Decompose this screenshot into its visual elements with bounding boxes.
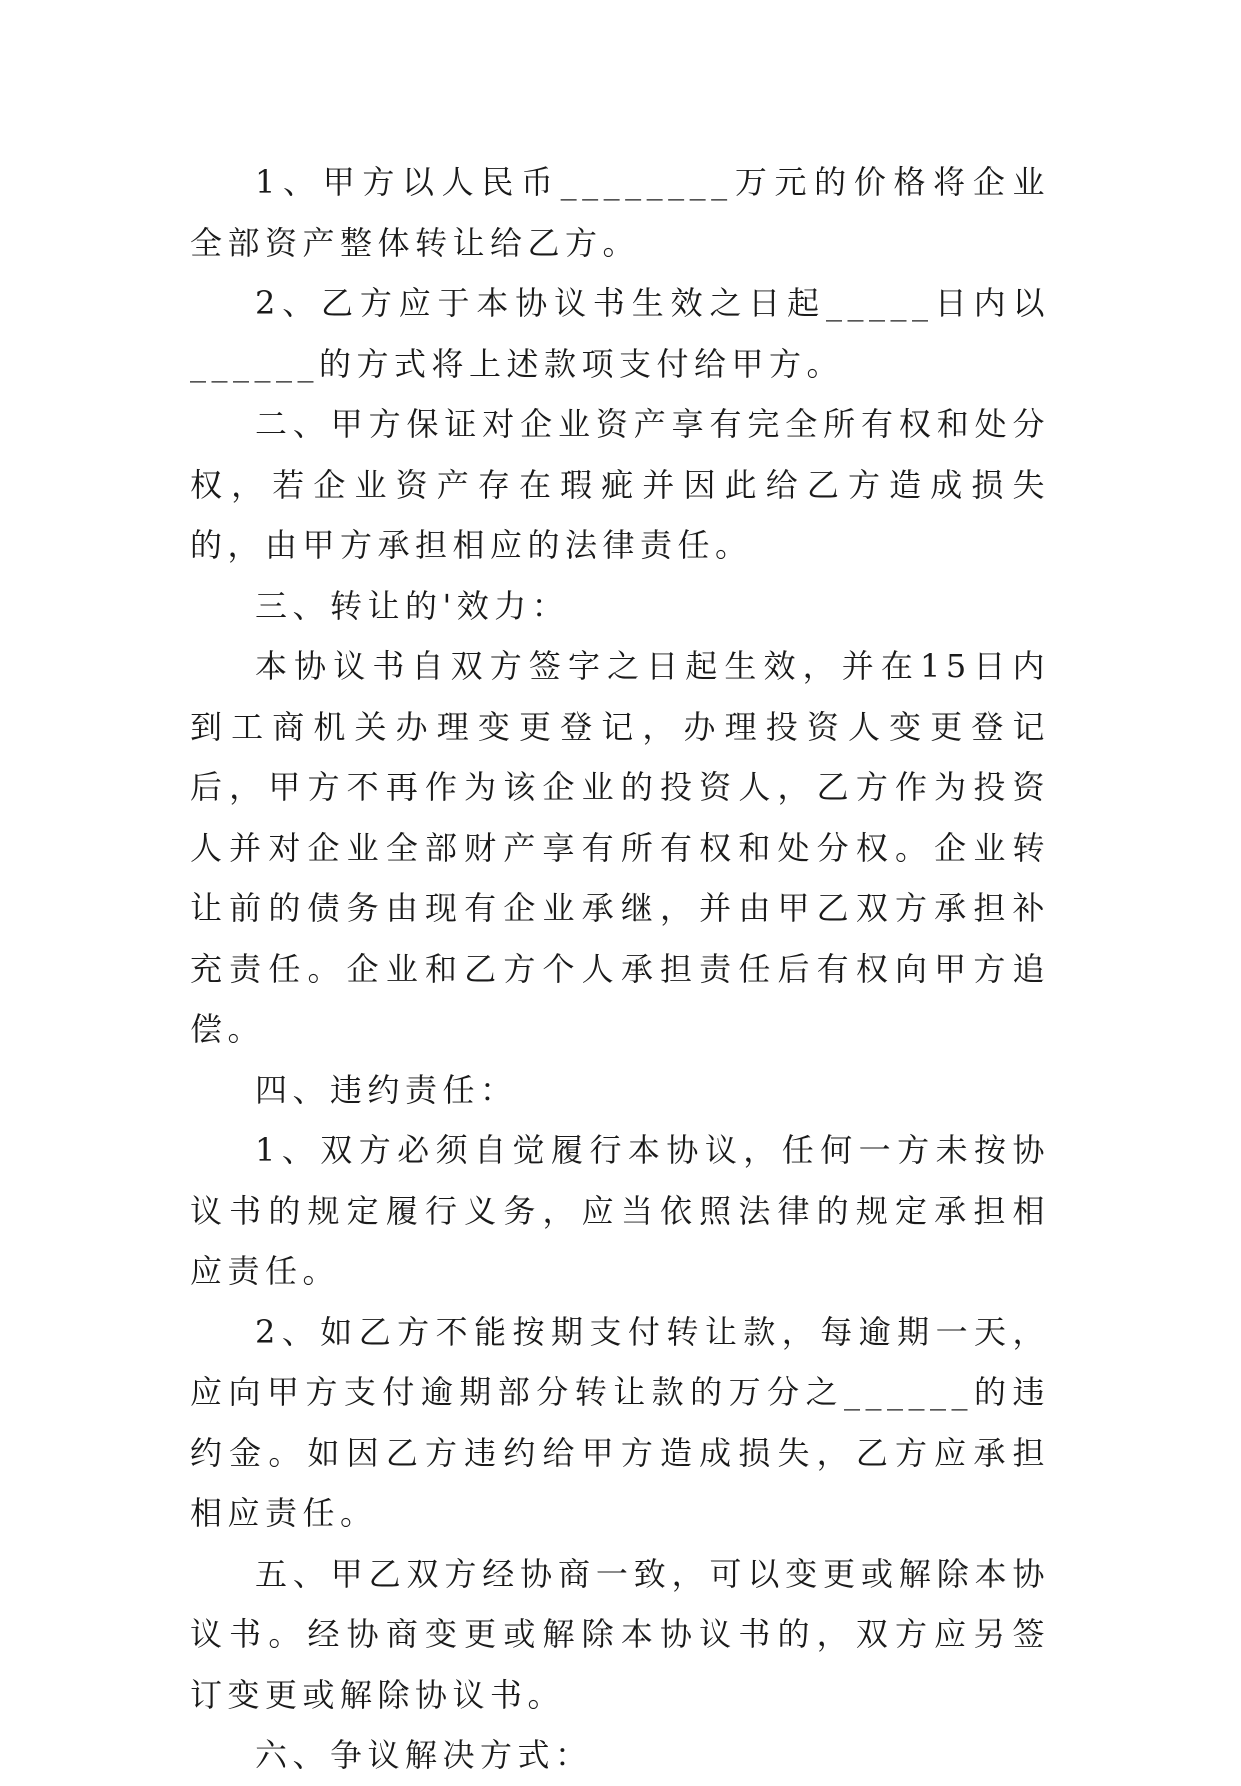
clause-2-payment: 2、乙方应于本协议书生效之日起_____日内以______的方式将上述款项支付给甲方。 — [190, 284, 1050, 383]
clause-1-price: 1、甲方以人民币________万元的价格将企业全部资产整体转让给乙方。 — [190, 163, 1050, 262]
section-3-body: 本协议书自双方签字之日起生效，并在15日内到工商机关办理变更登记，办理投资人变更登记后，甲方不再作为该企业的投资人，乙方作为投资人并对企业全部财产享有所有权和处分权。企业转让前的债务由现有企业承继，并由甲乙双方承担补充责任。企业和乙方个人承担责任后有权向甲方追偿。 — [190, 647, 1050, 1048]
section-4-clause-1: 1、双方必须自觉履行本协议，任何一方未按协议书的规定履行义务，应当依照法律的规定承担相应责任。 — [190, 1131, 1050, 1290]
section-6-heading: 六、争议解决方式： — [255, 1736, 593, 1774]
section-4-clause-2: 2、如乙方不能按期支付转让款，每逾期一天，应向甲方支付逾期部分转让款的万分之______的违约金。如因乙方违约给甲方造成损失，乙方应承担相应责任。 — [190, 1312, 1050, 1532]
section-5-amendment: 五、甲乙双方经协商一致，可以变更或解除本协议书。经协商变更或解除本协议书的，双方应另签订变更或解除协议书。 — [190, 1554, 1050, 1714]
section-3-heading: 三、转让的'效力： — [255, 586, 570, 625]
section-4-heading: 四、违约责任： — [255, 1070, 518, 1109]
section-2-warranty: 二、甲方保证对企业资产享有完全所有权和处分权，若企业资产存在瑕疵并因此给乙方造成损失的，由甲方承担相应的法律责任。 — [190, 405, 1050, 564]
document-body — [190, 152, 1050, 1786]
